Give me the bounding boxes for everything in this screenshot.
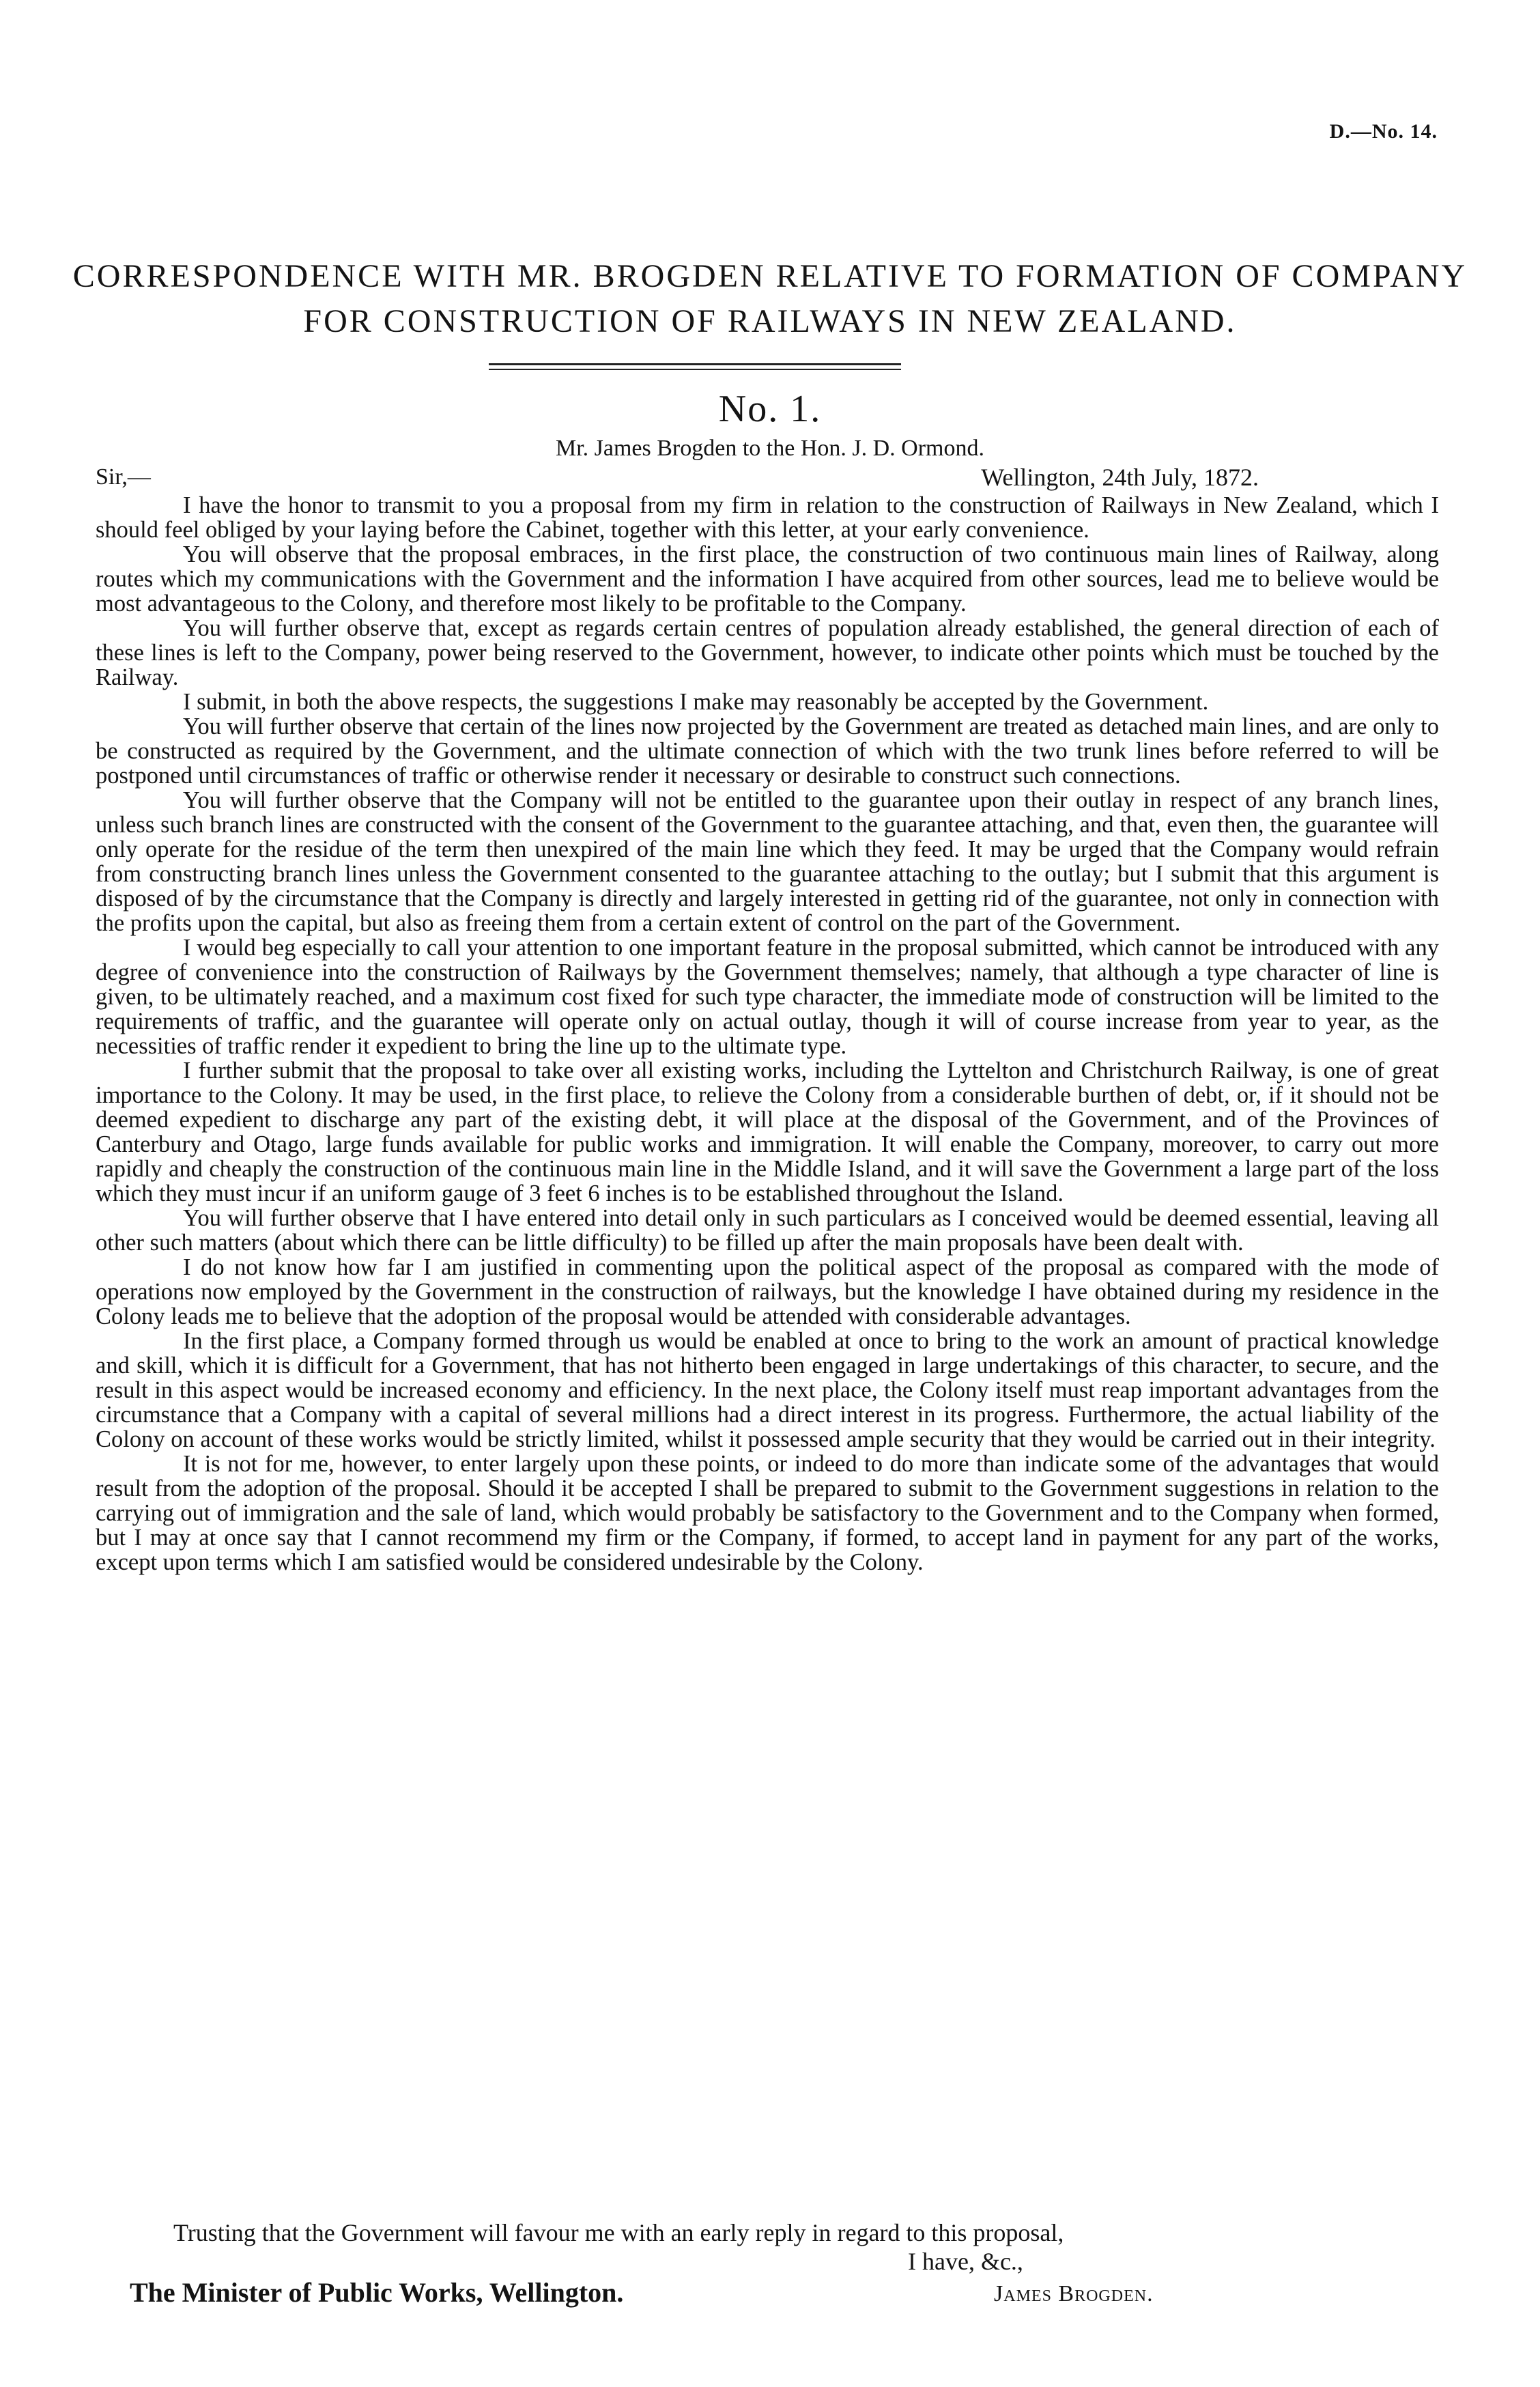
paragraph: I would beg especially to call your attention to one important feature in the proposal submitted, which cannot be introduced with any degree of convenience into the construction of Railways by the Government themselves; namely, that although a type character of line is given, to be ultimately reached, and a maximum cost fixed for such type character, the immediate mode of construction will be limited to the requirements of traffic, and the guarantee will operate only on actual outlay, though it will of course increase from year to year, as the necessities of traffic render it expedient to bring the line up to the ultimate type. (96, 935, 1439, 1059)
title-line-2: FOR CONSTRUCTION OF RAILWAYS IN NEW ZEALAND. (303, 303, 1237, 339)
complimentary-close: I have, &c., (908, 2248, 1023, 2275)
paragraph: In the first place, a Company formed through us would be enabled at once to bring to the work an amount of practical knowledge and skill, which it is difficult for a Government, that has not hitherto been engaged in large undertakings of this character, to secure, and the result in this aspect would be increased economy and efficiency. In the next place, the Colony itself must reap important advantages from the circumstance that a Company with a capital of several millions had a direct interest in its progress. Furthermore, the actual liability of the Colony on account of these works would be strictly limited, whilst it possessed ample security that they would be carried out in their integrity. (96, 1328, 1439, 1452)
title-line-1: CORRESPONDENCE WITH MR. BROGDEN RELATIVE TO FORMATION OF COMPANY (72, 258, 1468, 294)
letter-sender-recipient: Mr. James Brogden to the Hon. J. D. Ormond. (555, 436, 984, 461)
signature: James Brogden. (994, 2281, 1154, 2306)
paragraph: I do not know how far I am justified in commenting upon the political aspect of the proposal as compared with the mode of operations now employed by the Government in the construction of railways, but the knowledge I have obtained during my residence in the Colony leads me to believe that the adoption of the proposal would be attended with considerable advantages. (96, 1254, 1439, 1329)
paragraph: I have the honor to transmit to you a proposal from my firm in relation to the construction of Railways in New Zealand, which I should feel obliged by your laying before the Cabinet, together with this letter, at your early convenience. (96, 492, 1439, 543)
closing-line: Trusting that the Government will favour me with an early reply in regard to this proposal, (173, 2219, 1064, 2246)
paragraph: I further submit that the proposal to take over all existing works, including the Lyttelton and Christchurch Railway, is one of great importance to the Colony. It may be used, in the first place, to relieve the Colony from a considerable burthen of debt, or, if it should not be deemed expedient to discharge any part of the existing debt, it will place at the disposal of the Government, and of the Provinces of Canterbury and Otago, large funds available for public works and immigration. It will enable the Company, moreover, to carry out more rapidly and cheaply the construction of the continuous main line in the Middle Island, and it will save the Government a large part of the loss which they must incur if an uniform gauge of 3 feet 6 inches is to be established throughout the Island. (96, 1058, 1439, 1206)
paragraph: You will further observe that I have entered into detail only in such particulars as I conceived would be deemed essential, leaving all other such matters (about which there can be little difficulty) to be filled up after the main proposals have been dealt with. (96, 1205, 1439, 1256)
paragraph: You will further observe that certain of the lines now projected by the Government are treated as detached main lines, and are only to be constructed as required by the Government, and the ultimate connection of which with the two trunk lines before referred to will be postponed until circumstances of traffic or otherwise render it necessary or desirable to construct such connections. (96, 714, 1439, 789)
letter-number: No. 1. (718, 388, 822, 430)
paragraph: You will observe that the proposal embraces, in the first place, the construction of two continuous main lines of Railway, along routes which my communications with the Government and the information I have acquired from other sources, lead me to believe would be most advantageous to the Colony, and therefore most likely to be profitable to the Company. (96, 541, 1439, 617)
page-title (0, 254, 1540, 344)
salutation: Sir,— (96, 464, 151, 490)
dateline: Wellington, 24th July, 1872. (981, 464, 1259, 491)
paragraph: You will further observe that the Company will not be entitled to the guarantee upon their outlay in respect of any branch lines, unless such branch lines are constructed with the consent of the Government to the guarantee attaching, and that, even then, the guarantee will only operate for the residue of the term then unexpired of the main line which they feed. It may be urged that the Company would refrain from constructing branch lines unless the Government consented to the guarantee attaching to the outlay; but I submit that this argument is disposed of by the circumstance that the Company is directly and largely interested in getting rid of the guarantee, not only in connection with the profits upon the capital, but also as freeing them from a certain extent of control on the part of the Government. (96, 787, 1439, 936)
paragraph: I submit, in both the above respects, the suggestions I make may reasonably be accepted by the Government. (183, 689, 1209, 715)
recipient-address: The Minister of Public Works, Wellington. (130, 2277, 624, 2308)
letter-body (96, 493, 1439, 1574)
paragraph: You will further observe that, except as regards certain centres of population already established, the general direction of each of these lines is left to the Company, power being reserved to the Government, however, to indicate other points which must be touched by the Railway. (96, 615, 1439, 690)
paragraph: It is not for me, however, to enter largely upon these points, or indeed to do more than indicate some of the advantages that would result from the adoption of the proposal. Should it be accepted I shall be prepared to submit to the Government suggestions in relation to the carrying out of immigration and the sale of land, which would probably be satisfactory to the Government and to the Company when formed, but I may at once say that I cannot recommend my firm or the Company, if formed, to accept land in payment for any part of the works, except upon terms which I am satisfied would be considered undesirable by the Colony. (96, 1451, 1439, 1575)
document-reference: D.—No. 14. (1329, 120, 1438, 143)
title-divider (489, 363, 901, 370)
